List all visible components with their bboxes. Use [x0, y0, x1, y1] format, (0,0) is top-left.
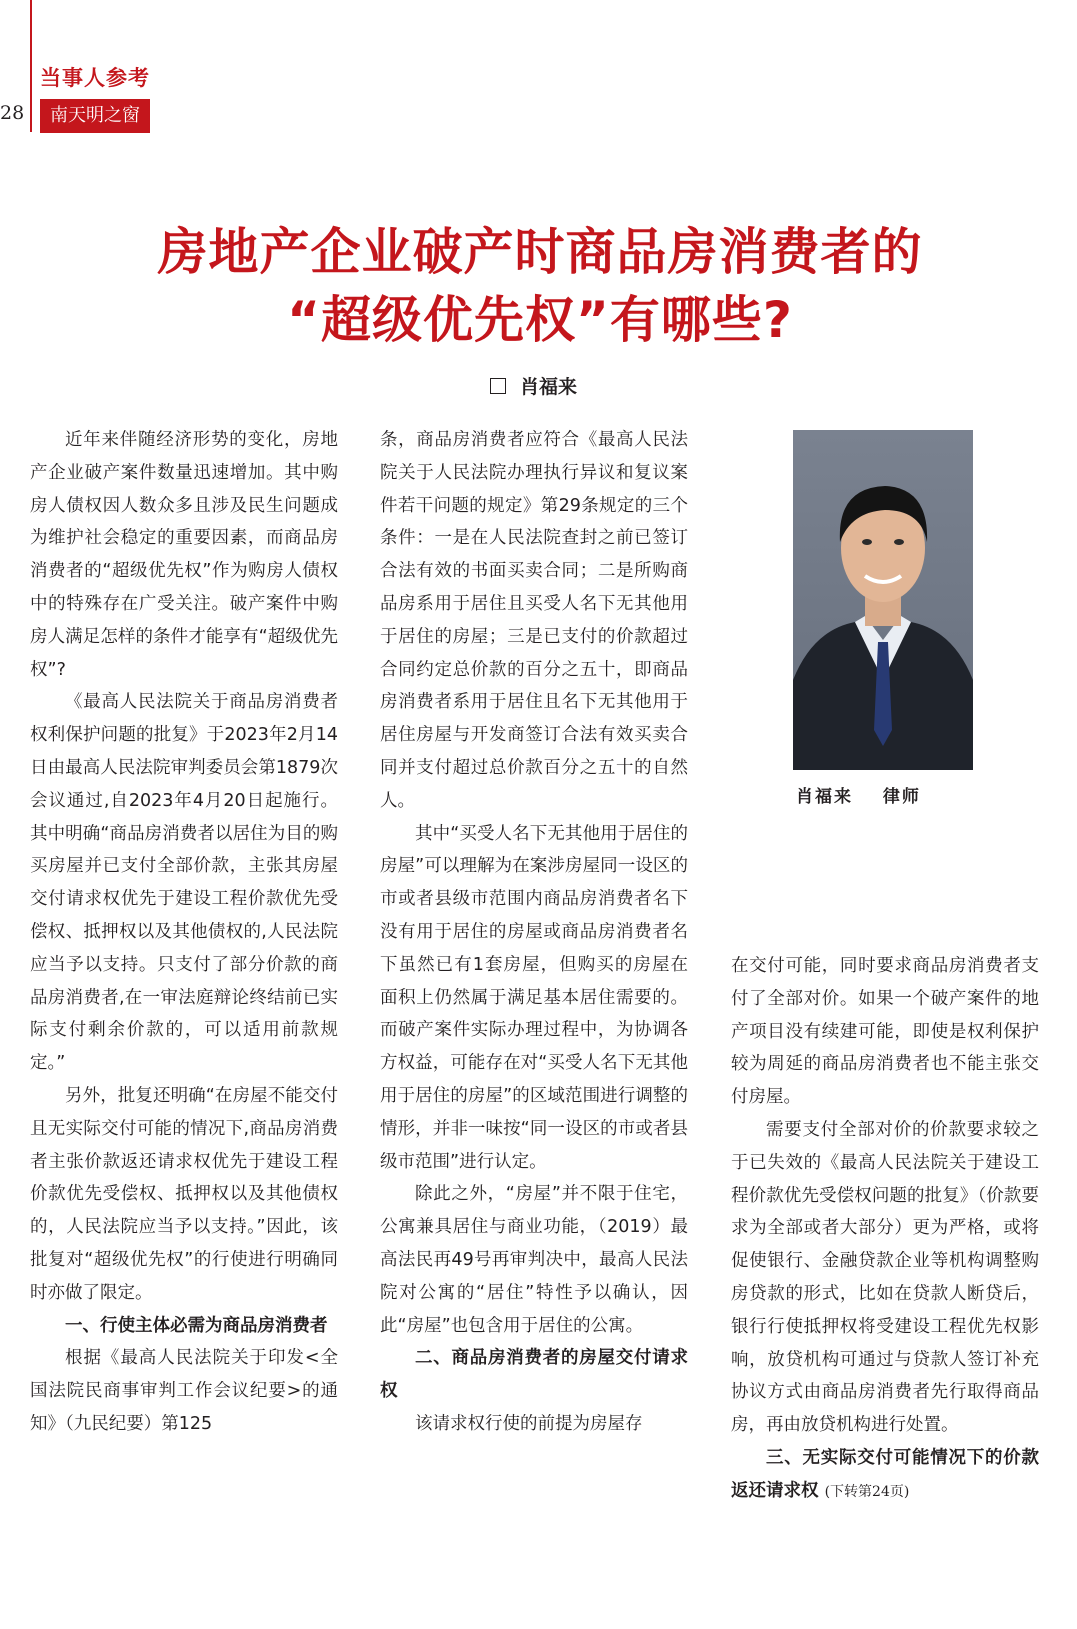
text-column-3 — [731, 950, 1039, 1509]
paragraph: 条，商品房消费者应符合《最高人民法院关于人民法院办理执行异议和复议案件若干问题的规定》第29条规定的三个条件：一是在人民法院查封之前已签订合法有效的书面买卖合同；二是所购商品房系用于居住且买受人名下无其他用于居住的房屋；三是已支付的价款超过合同约定总价款的百分之五十，即商品房消费者系用于居住且名下无其他用于居住房屋与开发商签订合法有效买卖合同并支付超过总价款百分之五十的自然人。 — [380, 430, 688, 811]
byline — [490, 372, 577, 399]
column-tag: 南天明之窗 — [40, 99, 150, 133]
paragraph: 另外，批复还明确“在房屋不能交付且无实际交付可能的情况下,商品房消费者主张价款返还请求权优先于建设工程价款优先受偿权、抵押权以及其他债权的，人民法院应当予以支持。”因此，该批复对“超级优先权”的行使进行明确同时亦做了限定。 — [30, 1085, 338, 1303]
continued-note: (下转第24页) — [824, 1483, 910, 1500]
square-bullet-icon — [490, 378, 506, 394]
section-heading — [731, 1442, 1039, 1509]
section-heading-text: 三、无实际交付可能情况下的价款返还请求权 — [731, 1447, 1039, 1501]
paragraph: 根据《最高人民法院关于印发<全国法院民商事审判工作会议纪要>的通知》（九民纪要）第125 — [30, 1348, 338, 1434]
paragraph: 需要支付全部对价的价款要求较之于已失效的《最高人民法院关于建设工程价款优先受偿权问题的批复》（价款要求为全部或者大部分）更为严格，或将促使银行、金融贷款企业等机构调整购房贷款的形式，比如在贷款人断贷后，银行行使抵押权将受建设工程优先权影响，放贷机构可通过与贷款人签订补充协议方式由商品房消费者先行取得商品房，再由放贷机构进行处置。 — [731, 1119, 1039, 1436]
paragraph: 近年来伴随经济形势的变化，房地产企业破产案件数量迅速增加。其中购房人债权因人数众多且涉及民生问题成为维护社会稳定的重要因素，而商品房消费者的“超级优先权”作为购房人债权中的特殊存在广受关注。破产案件中购房人满足怎样的条件才能享有“超级优先权”? — [30, 430, 338, 680]
text-column-1 — [30, 424, 338, 1441]
section-heading: 一、行使主体必需为商品房消费者 — [65, 1315, 328, 1336]
paragraph: 除此之外，“房屋”并不限于住宅，公寓兼具居住与商业功能，（2019）最高法民再49号再审判决中，最高人民法院对公寓的“居住”特性予以确认，因此“房屋”也包含用于居住的公寓。 — [380, 1184, 688, 1336]
page-number: 28 — [0, 102, 25, 124]
header-rule — [30, 0, 32, 132]
paragraph: 该请求权行使的前提为房屋存 — [415, 1413, 643, 1434]
author-name: 肖福来 — [520, 376, 578, 398]
paragraph: 《最高人民法院关于商品房消费者权利保护问题的批复》于2023年2月14日由最高人民法院审判委员会第1879次会议通过,自2023年4月20日起施行。其中明确“商品房消费者以居住为目的购买房屋并已支付全部价款，主张其房屋交付请求权优先于建设工程价款优先受偿权、抵押权以及其他债权的,人民法院应当予以支持。只支付了部分价款的商品房消费者,在一审法庭辩论终结前已实际支付剩余价款的，可以适用前款规定。” — [30, 692, 338, 1074]
section-label: 当事人参考 — [40, 66, 150, 90]
paragraph: 其中“买受人名下无其他用于居住的房屋”可以理解为在案涉房屋同一设区的市或者县级市范围内商品房消费者名下没有用于居住的房屋或商品房消费者名下虽然已有1套房屋，但购买的房屋在面积上仍然属于满足基本居住需要的。而破产案件实际办理过程中，为协调各方权益，可能存在对“买受人名下无其他用于居住的房屋”的区域范围进行调整的情形，并非一味按“同一设区的市或者县级市范围”进行认定。 — [380, 823, 688, 1172]
article-title-line-2: “超级优先权”有哪些? — [287, 291, 793, 349]
paragraph: 在交付可能，同时要求商品房消费者支付了全部对价。如果一个破产案件的地产项目没有续建可能，即使是权利保护较为周延的商品房消费者也不能主张交付房屋。 — [731, 956, 1039, 1108]
photo-caption: 肖福来 律师 — [796, 787, 921, 807]
section-heading: 二、商品房消费者的房屋交付请求权 — [380, 1348, 688, 1402]
portrait-illustration — [793, 430, 973, 770]
text-column-2 — [380, 424, 688, 1441]
author-photo — [793, 430, 973, 770]
article-title-line-1: 房地产企业破产时商品房消费者的 — [157, 223, 923, 281]
